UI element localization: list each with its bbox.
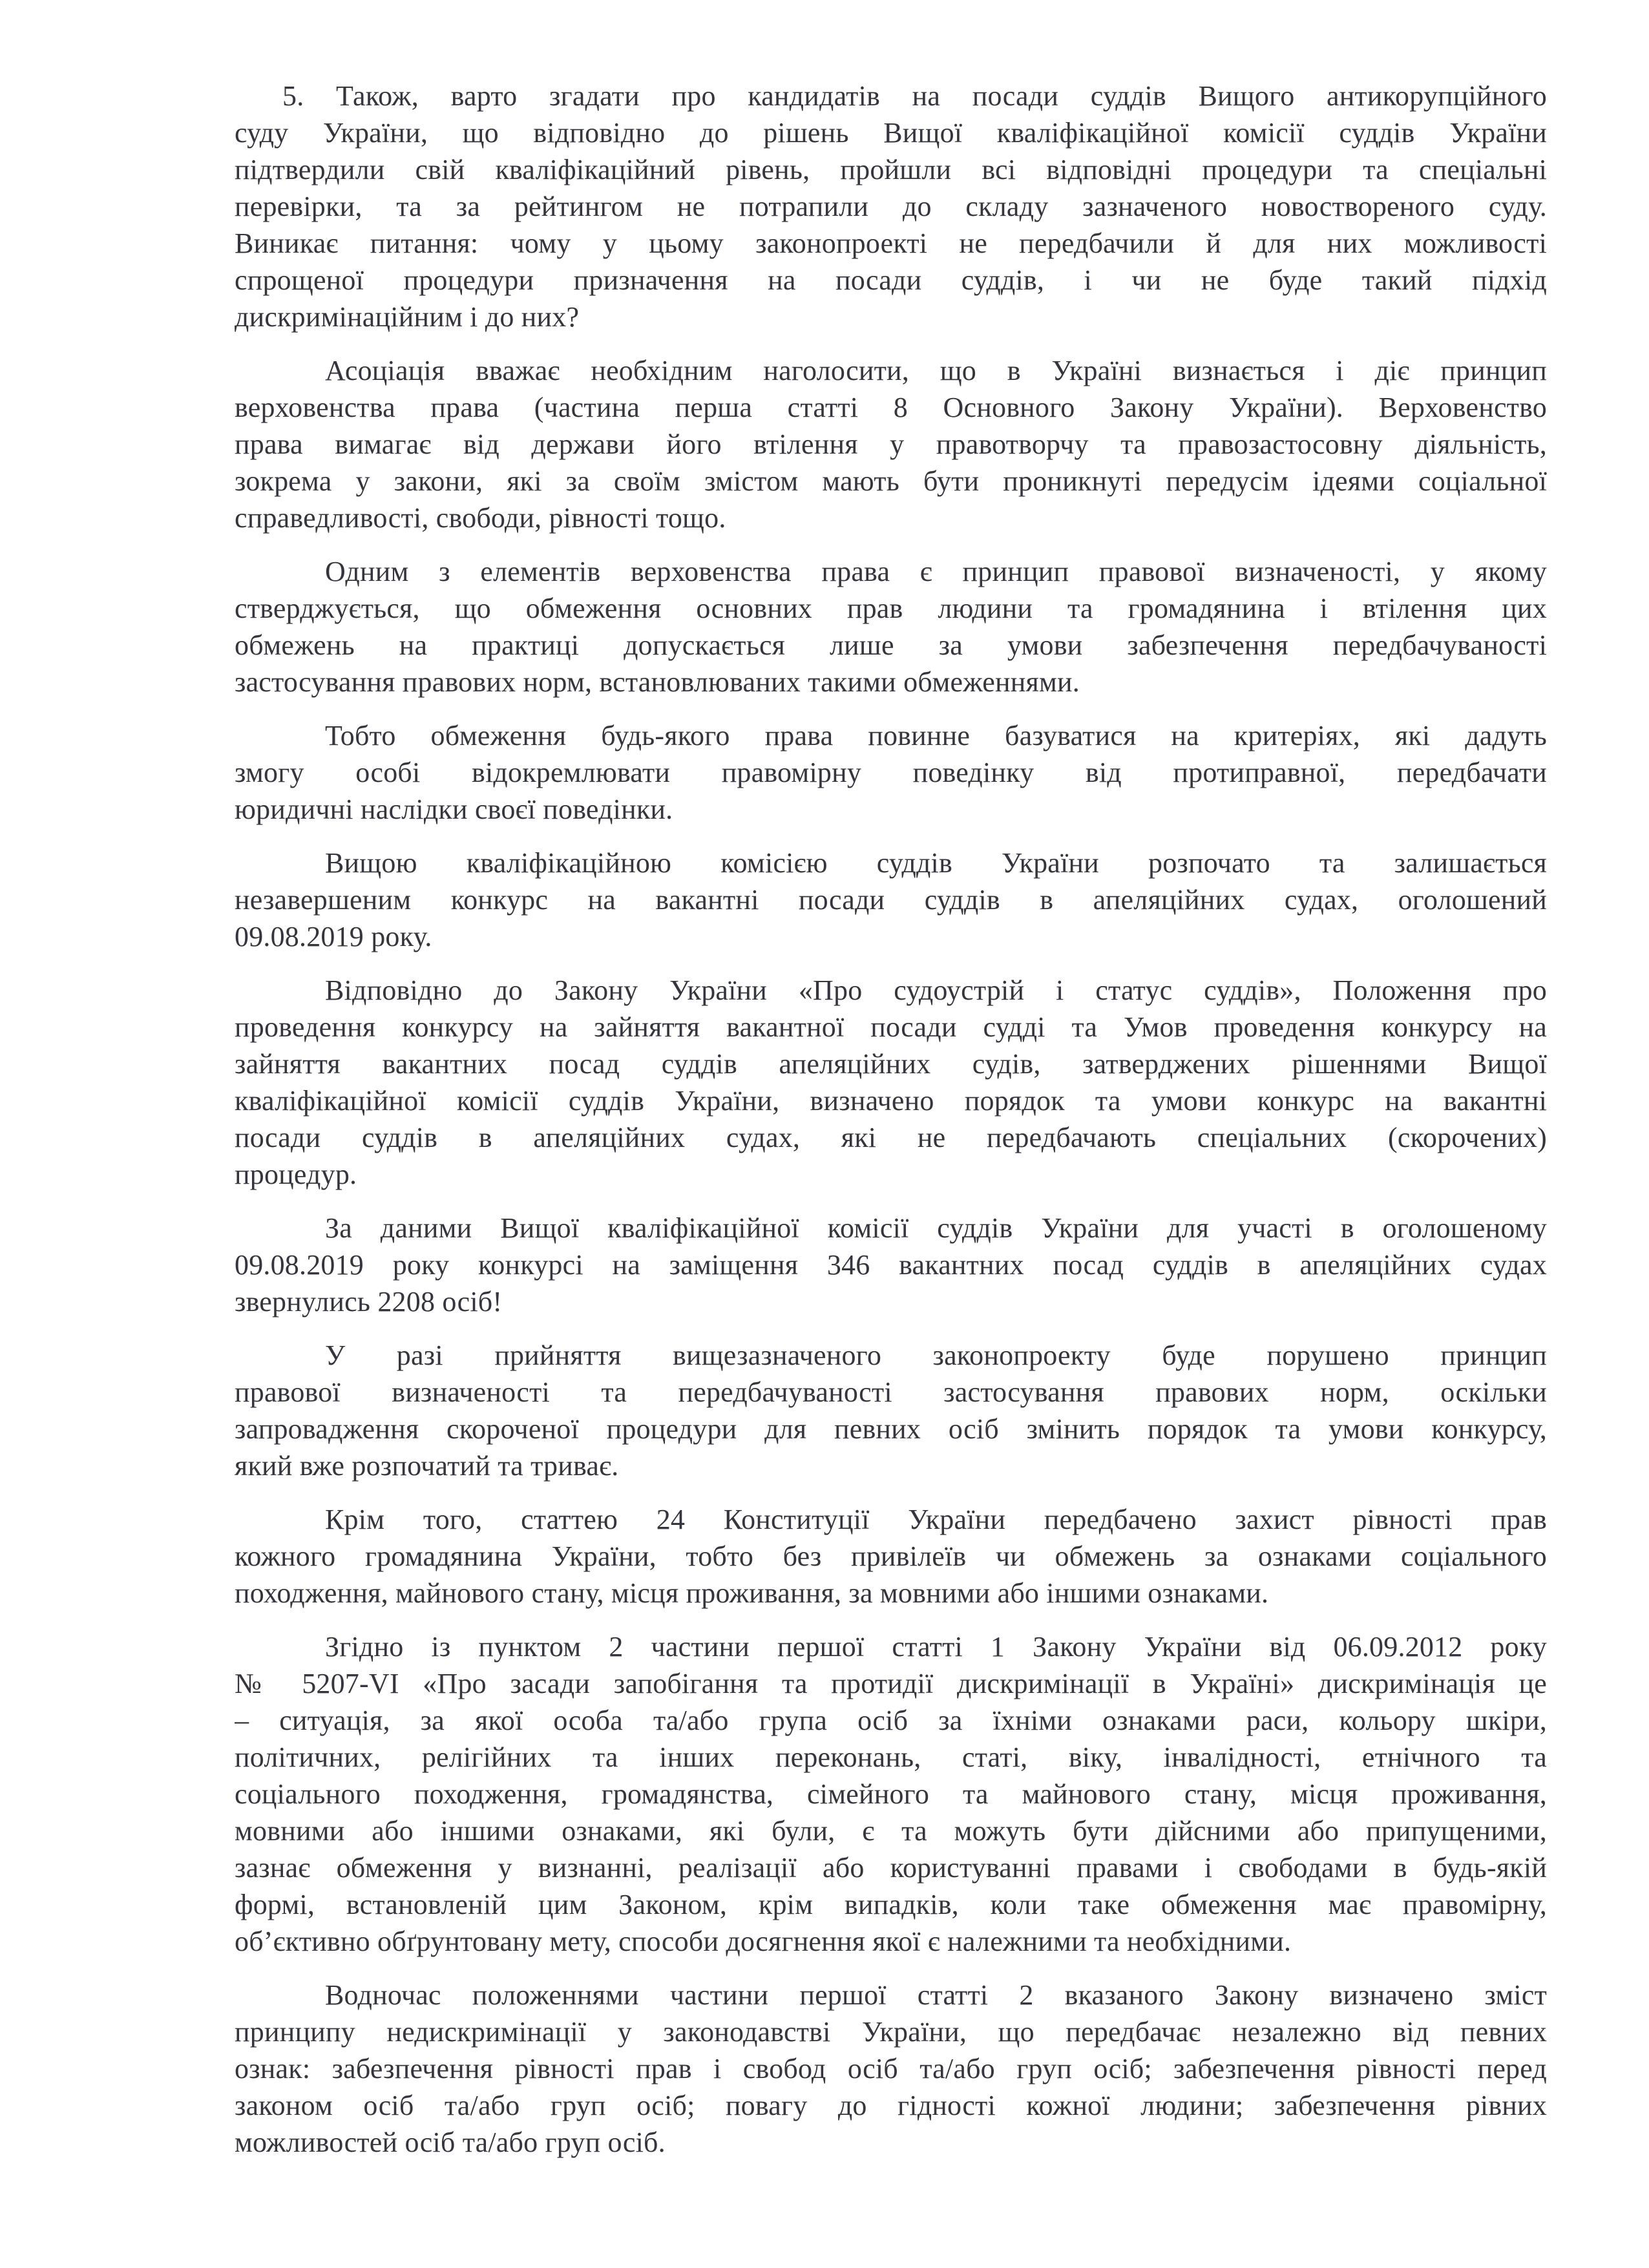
- text-line: правової визначеності та передбачуваності застосування правових норм, оскільки: [235, 1376, 1547, 1408]
- text-line: Згідно із пунктом 2 частини першої статті 1 Закону України від 06.09.2012 року: [325, 1631, 1547, 1663]
- text-line: незавершеним конкурс на вакантні посади суддів в апеляційних судах, оголошений: [235, 884, 1547, 916]
- text-line: можливостей осіб та/або груп осіб.: [235, 2126, 666, 2158]
- text-line: зайняття вакантних посад суддів апеляційних судів, затверджених рішеннями Вищої: [235, 1048, 1547, 1080]
- text-line: мовними або іншими ознаками, які були, є та можуть бути дійсними або припущеними,: [235, 1815, 1547, 1847]
- text-line: звернулись 2208 осіб!: [235, 1286, 503, 1318]
- text-line: ознак: забезпечення рівності прав і свобод осіб та/або груп осіб; забезпечення рівності перед: [235, 2053, 1547, 2084]
- text-line: верховенства права (частина перша статті 8 Основного Закону України). Верховенство: [235, 392, 1547, 423]
- text-line: об’єктивно обґрунтовану мету, способи досягнення якої є належними та необхідними.: [235, 1926, 1292, 1957]
- paragraph: [235, 352, 1547, 536]
- text-line: посади суддів в апеляційних судах, які не передбачають спеціальних (скорочених): [235, 1122, 1547, 1153]
- paragraph: [235, 78, 1547, 335]
- paragraph: [235, 1501, 1547, 1612]
- text-line: У разі прийняття вищезазначеного законопроекту буде порушено принцип: [325, 1339, 1547, 1371]
- text-line: Виникає питання: чому у цьому законопроекті не передбачили й для них можливості: [235, 227, 1547, 259]
- text-line: Асоціація вважає необхідним наголосити, що в Україні визнається і діє принцип: [325, 355, 1547, 386]
- paragraph: [235, 553, 1547, 700]
- text-line: який вже розпочатий та триває.: [235, 1450, 619, 1482]
- text-line: зокрема у закони, які за своїм змістом мають бути проникнуті передусім ідеями соціальної: [235, 465, 1547, 497]
- document-text: [235, 78, 1547, 2161]
- text-line: запровадження скороченої процедури для певних осіб змінить порядок та умови конкурсу,: [235, 1413, 1547, 1445]
- text-line: проведення конкурсу на зайняття вакантної посади судді та Умов проведення конкурсу на: [235, 1011, 1547, 1043]
- text-line: стверджується, що обмеження основних прав людини та громадянина і втілення цих: [235, 593, 1547, 624]
- text-line: походження, майнового стану, місця проживання, за мовними або іншими ознаками.: [235, 1577, 1269, 1609]
- text-line: Тобто обмеження будь-якого права повинне базуватися на критеріях, які дадуть: [325, 720, 1547, 751]
- text-line: підтвердили свій кваліфікаційний рівень, пройшли всі відповідні процедури та спеціальні: [235, 154, 1547, 185]
- text-line: спрощеної процедури призначення на посади суддів, і чи не буде такий підхід: [235, 264, 1547, 296]
- text-line: № 5207-VI «Про засади запобігання та протидії дискримінації в Україні» дискримінація це: [235, 1668, 1547, 1699]
- paragraph: [235, 1210, 1547, 1320]
- text-line: законом осіб та/або груп осіб; повагу до гідності кожної людини; забезпечення рівних: [235, 2090, 1547, 2121]
- text-line: 5. Також, варто згадати про кандидатів на посади суддів Вищого антикорупційного: [282, 80, 1547, 112]
- text-line: дискримінаційним і до них?: [235, 301, 580, 333]
- text-line: застосування правових норм, встановлюваних такими обмеженнями.: [235, 666, 1080, 698]
- text-line: формі, встановленій цим Законом, крім випадків, коли таке обмеження має правомірну,: [235, 1889, 1547, 1920]
- text-line: кожного громадянина України, тобто без привілеїв чи обмежень за ознаками соціального: [235, 1540, 1547, 1572]
- paragraph: [235, 1337, 1547, 1484]
- text-line: 09.08.2019 року.: [235, 921, 432, 952]
- text-line: Водночас положеннями частини першої статті 2 вказаного Закону визначено зміст: [325, 1979, 1547, 2011]
- text-line: зазнає обмеження у визнанні, реалізації або користуванні правами і свободами в будь-якій: [235, 1852, 1547, 1884]
- text-line: принципу недискримінації у законодавстві України, що передбачає незалежно від певних: [235, 2016, 1547, 2048]
- paragraph: [235, 1628, 1547, 1960]
- paragraph: [235, 717, 1547, 828]
- text-line: За даними Вищої кваліфікаційної комісії суддів України для участі в оголошеному: [325, 1212, 1547, 1244]
- text-line: справедливості, свободи, рівності тощо.: [235, 502, 726, 534]
- text-line: обмежень на практиці допускається лише за умови забезпечення передбачуваності: [235, 629, 1547, 661]
- text-line: суду України, що відповідно до рішень Вищої кваліфікаційної комісії суддів України: [235, 117, 1547, 149]
- paragraph: [235, 845, 1547, 955]
- text-line: процедур.: [235, 1159, 357, 1190]
- text-line: 09.08.2019 року конкурсі на заміщення 346 вакантних посад суддів в апеляційних судах: [235, 1249, 1547, 1281]
- text-line: Вищою кваліфікаційною комісією суддів України розпочато та залишається: [325, 847, 1547, 879]
- paragraph: [235, 972, 1547, 1193]
- text-line: перевірки, та за рейтингом не потрапили до складу зазначеного новоствореного суду.: [235, 191, 1547, 222]
- paragraph: [235, 1977, 1547, 2161]
- text-line: – ситуація, за якої особа та/або група осіб за їхніми ознаками раси, кольору шкіри,: [235, 1705, 1547, 1736]
- text-line: права вимагає від держави його втілення у правотворчу та правозастосовну діяльність,: [235, 428, 1547, 460]
- text-line: Крім того, статтею 24 Конституції України передбачено захист рівності прав: [325, 1504, 1547, 1535]
- text-line: Одним з елементів верховенства права є принцип правової визначеності, у якому: [325, 556, 1547, 587]
- text-line: соціального походження, громадянства, сімейного та майнового стану, місця проживання,: [235, 1778, 1547, 1810]
- text-line: Відповідно до Закону України «Про судоустрій і статус суддів», Положення про: [325, 974, 1547, 1006]
- text-line: кваліфікаційної комісії суддів України, визначено порядок та умови конкурс на вакантні: [235, 1085, 1547, 1117]
- text-line: змогу особі відокремлювати правомірну поведінку від протиправної, передбачати: [235, 757, 1547, 788]
- text-line: юридичні наслідки своєї поведінки.: [235, 793, 673, 825]
- text-line: політичних, релігійних та інших переконань, статі, віку, інвалідності, етнічного та: [235, 1741, 1547, 1773]
